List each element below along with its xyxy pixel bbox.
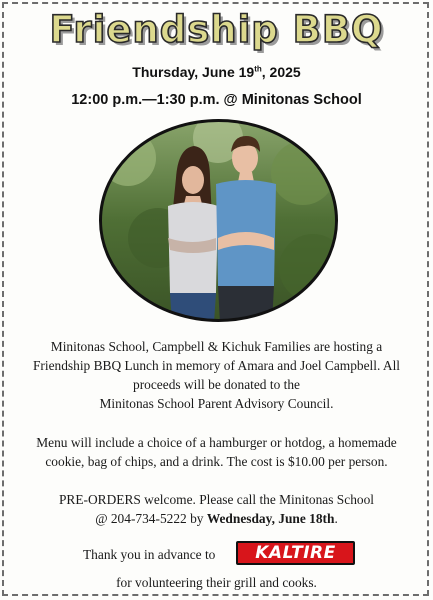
preorder-deadline-line	[14, 509, 419, 528]
sponsor-thanks	[0, 539, 433, 569]
description-line: Minitonas School Parent Advisory Council.	[99, 396, 334, 411]
preorder-deadline: Wednesday, June 18th	[206, 511, 335, 526]
event-date	[0, 64, 433, 80]
event-date-main: Thursday, June 19	[132, 64, 255, 80]
event-time-location: 12:00 p.m.—1:30 p.m. @ Minitonas School	[71, 92, 362, 108]
closing-line: for volunteering their grill and cooks.	[116, 575, 317, 590]
memorial-photo	[98, 118, 339, 323]
preorder-phone: @ 204-734-5222 by	[95, 511, 207, 526]
preorder-info	[14, 490, 419, 528]
preorder-end: .	[334, 511, 338, 526]
thanks-text: Thank you in advance to	[83, 547, 216, 562]
menu-description	[14, 433, 419, 471]
kaltire-logo: KALTIRE	[236, 541, 355, 565]
menu-line: cookie, bag of chips, and a drink. The cost is $10.00 per person.	[45, 454, 388, 469]
description-line: Friendship BBQ Lunch in memory of Amara and Joel Campbell. All	[32, 358, 401, 373]
event-date-year: , 2025	[261, 64, 301, 80]
preorder-line: PRE-ORDERS welcome. Please call the Minitonas School	[58, 492, 374, 507]
flyer-title: Friendship BBQ	[49, 8, 384, 51]
event-date-suffix: th	[254, 64, 262, 74]
event-description	[14, 337, 419, 413]
description-line: Minitonas School, Campbell & Kichuk Families are hosting a	[50, 339, 383, 354]
menu-line: Menu will include a choice of a hamburger or hotdog, a homemade	[36, 435, 397, 450]
description-line: proceeds will be donated to the	[133, 377, 300, 392]
